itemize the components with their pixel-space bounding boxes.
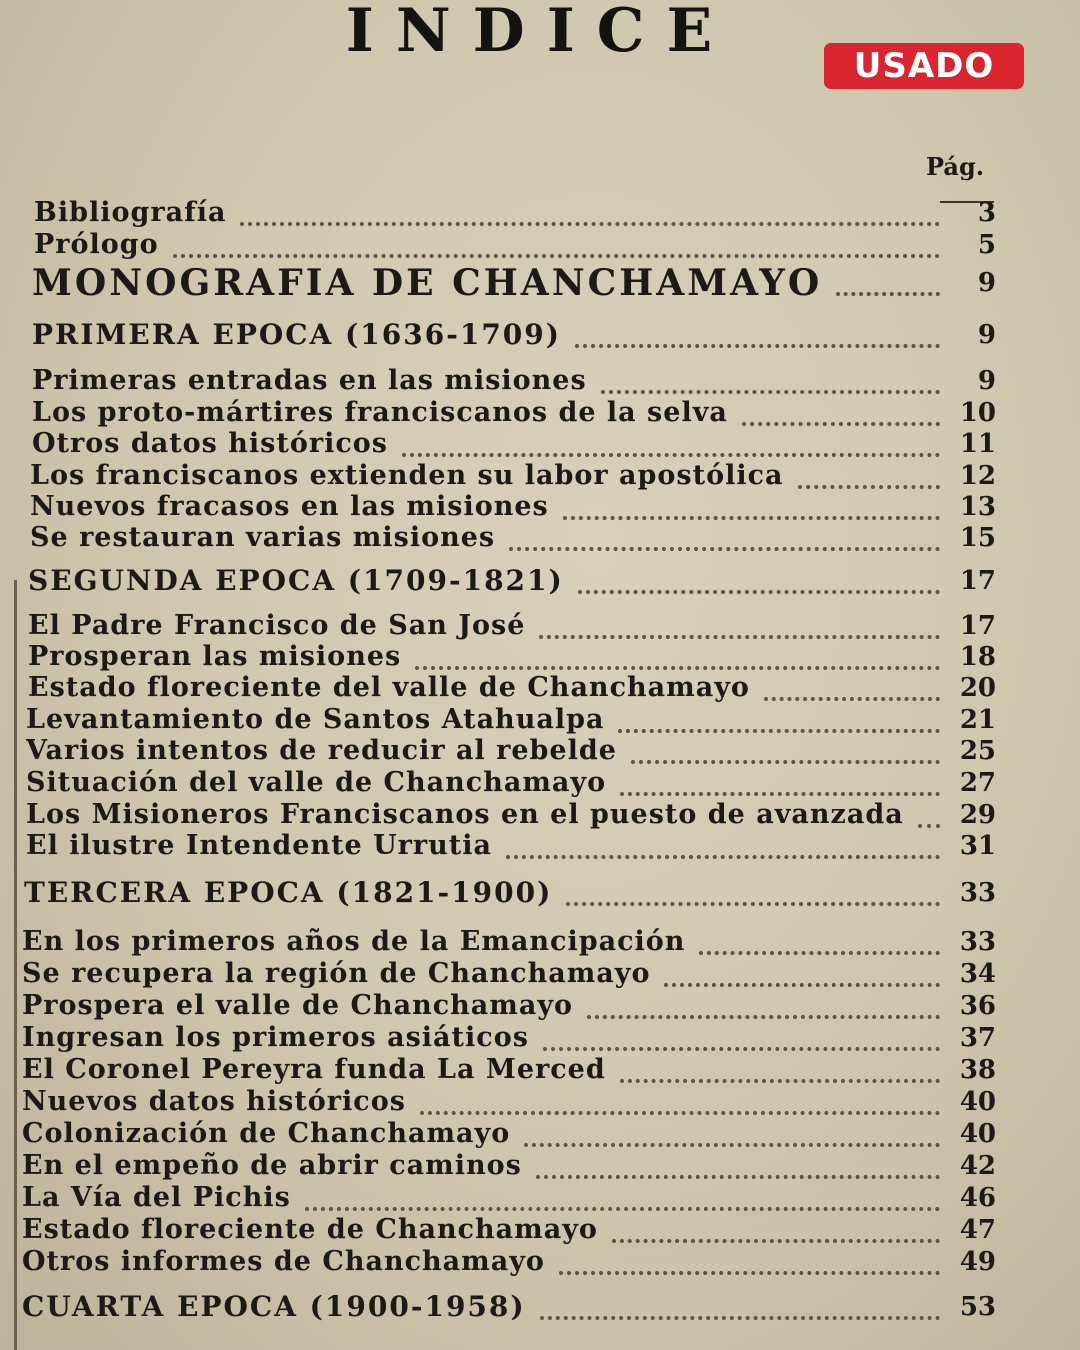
entry-page: 49: [959, 1247, 996, 1277]
entry-page: 34: [959, 959, 996, 989]
used-badge: USADO: [824, 43, 1024, 89]
entry-title: Otros datos históricos: [32, 428, 388, 459]
entry-page: 9: [977, 268, 996, 298]
entry-title: Situación del valle de Chanchamayo: [26, 767, 607, 798]
entry-title: Estado floreciente del valle de Chanchamayo: [28, 672, 750, 703]
entry-page: 17: [959, 611, 996, 641]
toc-section-entry: [0, 1290, 1000, 1324]
entry-page: 5: [977, 230, 996, 260]
toc-section-entry: [0, 876, 1000, 910]
entry-title: Prospera el valle de Chanchamayo: [22, 990, 574, 1021]
entry-page: 10: [959, 398, 996, 428]
entry-title: El Padre Francisco de San José: [28, 610, 526, 641]
entry-title: MONOGRAFIA DE CHANCHAMAYO: [32, 262, 823, 304]
entry-page: 38: [959, 1055, 996, 1085]
dot-leader: [836, 258, 940, 296]
entry-page: 33: [959, 878, 996, 908]
dot-leader: [559, 1237, 940, 1275]
toc-section-entry: [0, 564, 1000, 598]
entry-title: Los proto-mártires franciscanos de la selva: [32, 397, 728, 428]
toc-entry: [0, 262, 1000, 304]
entry-title: Varios intentos de reducir al rebelde: [26, 735, 617, 766]
entry-page: 25: [959, 736, 996, 766]
entry-page: 47: [959, 1215, 996, 1245]
entry-page: 33: [959, 927, 996, 957]
entry-page: 18: [959, 642, 996, 672]
entry-title: Estado floreciente de Chanchamayo: [22, 1214, 598, 1245]
entry-title: Los franciscanos extienden su labor apostólica: [30, 460, 784, 491]
entry-page: 42: [959, 1151, 996, 1181]
entry-page: 36: [959, 991, 996, 1021]
dot-leader: [575, 310, 940, 348]
entry-page: 31: [959, 831, 996, 861]
entry-title: CUARTA EPOCA (1900-1958): [22, 1290, 526, 1323]
entry-title: Se restauran varias misiones: [30, 522, 496, 553]
entry-title: SEGUNDA EPOCA (1709-1821): [28, 564, 564, 597]
entry-title: PRIMERA EPOCA (1636-1709): [32, 318, 562, 351]
dot-leader: [620, 758, 940, 796]
entry-title: Ingresan los primeros asiáticos: [22, 1022, 529, 1053]
entry-title: Se recupera la región de Chanchamayo: [22, 958, 651, 989]
entry-page: 20: [959, 673, 996, 703]
dot-leader: [506, 821, 940, 859]
entry-page: 29: [959, 800, 996, 830]
entry-page: 13: [959, 492, 996, 522]
toc-section-entry: [0, 318, 1000, 352]
entry-title: TERCERA EPOCA (1821-1900): [24, 876, 553, 909]
entry-page: 15: [959, 523, 996, 553]
entry-page: 17: [959, 566, 996, 596]
entry-page: 9: [977, 366, 996, 396]
entry-title: Prólogo: [34, 229, 159, 260]
dot-leader: [540, 1282, 940, 1320]
entry-page: 40: [959, 1087, 996, 1117]
dot-leader: [509, 513, 940, 551]
entry-title: La Vía del Pichis: [22, 1182, 291, 1213]
index-title: INDICE: [345, 0, 735, 66]
entry-page: 53: [959, 1292, 996, 1322]
entry-title: Prosperan las misiones: [28, 641, 402, 672]
toc-entry: [0, 521, 1000, 555]
entry-title: Nuevos fracasos en las misiones: [30, 491, 549, 522]
toc-entry: [0, 829, 1000, 863]
entry-page: 27: [959, 768, 996, 798]
entry-title: Los Misioneros Franciscanos en el puesto de avanzada: [26, 799, 904, 830]
dot-leader: [578, 556, 940, 594]
entry-page: 40: [959, 1119, 996, 1149]
dot-leader: [173, 220, 940, 258]
entry-title: Otros informes de Chanchamayo: [22, 1246, 545, 1277]
entry-page: 9: [977, 320, 996, 350]
entry-page: 3: [977, 198, 996, 228]
entry-title: En los primeros años de la Emancipación: [22, 926, 686, 957]
entry-page: 12: [959, 461, 996, 491]
entry-title: Bibliografía: [34, 197, 227, 228]
entry-title: En el empeño de abrir caminos: [22, 1150, 522, 1181]
entry-page: 37: [959, 1023, 996, 1053]
entry-page: 46: [959, 1183, 996, 1213]
entry-title: Levantamiento de Santos Atahualpa: [26, 704, 605, 735]
toc-entry: [0, 1245, 1000, 1279]
entry-page: 21: [959, 705, 996, 735]
dot-leader: [566, 868, 940, 906]
toc-entry: [0, 766, 1000, 800]
toc-entry: [0, 228, 1000, 262]
entry-title: Primeras entradas en las misiones: [32, 365, 587, 396]
entry-title: El Coronel Pereyra funda La Merced: [22, 1054, 606, 1085]
entry-title: Colonización de Chanchamayo: [22, 1118, 511, 1149]
entry-title: El ilustre Intendente Urrutia: [26, 830, 492, 861]
page-column-header: Pág.: [926, 152, 985, 181]
entry-title: Nuevos datos históricos: [22, 1086, 406, 1117]
entry-page: 11: [959, 429, 996, 459]
